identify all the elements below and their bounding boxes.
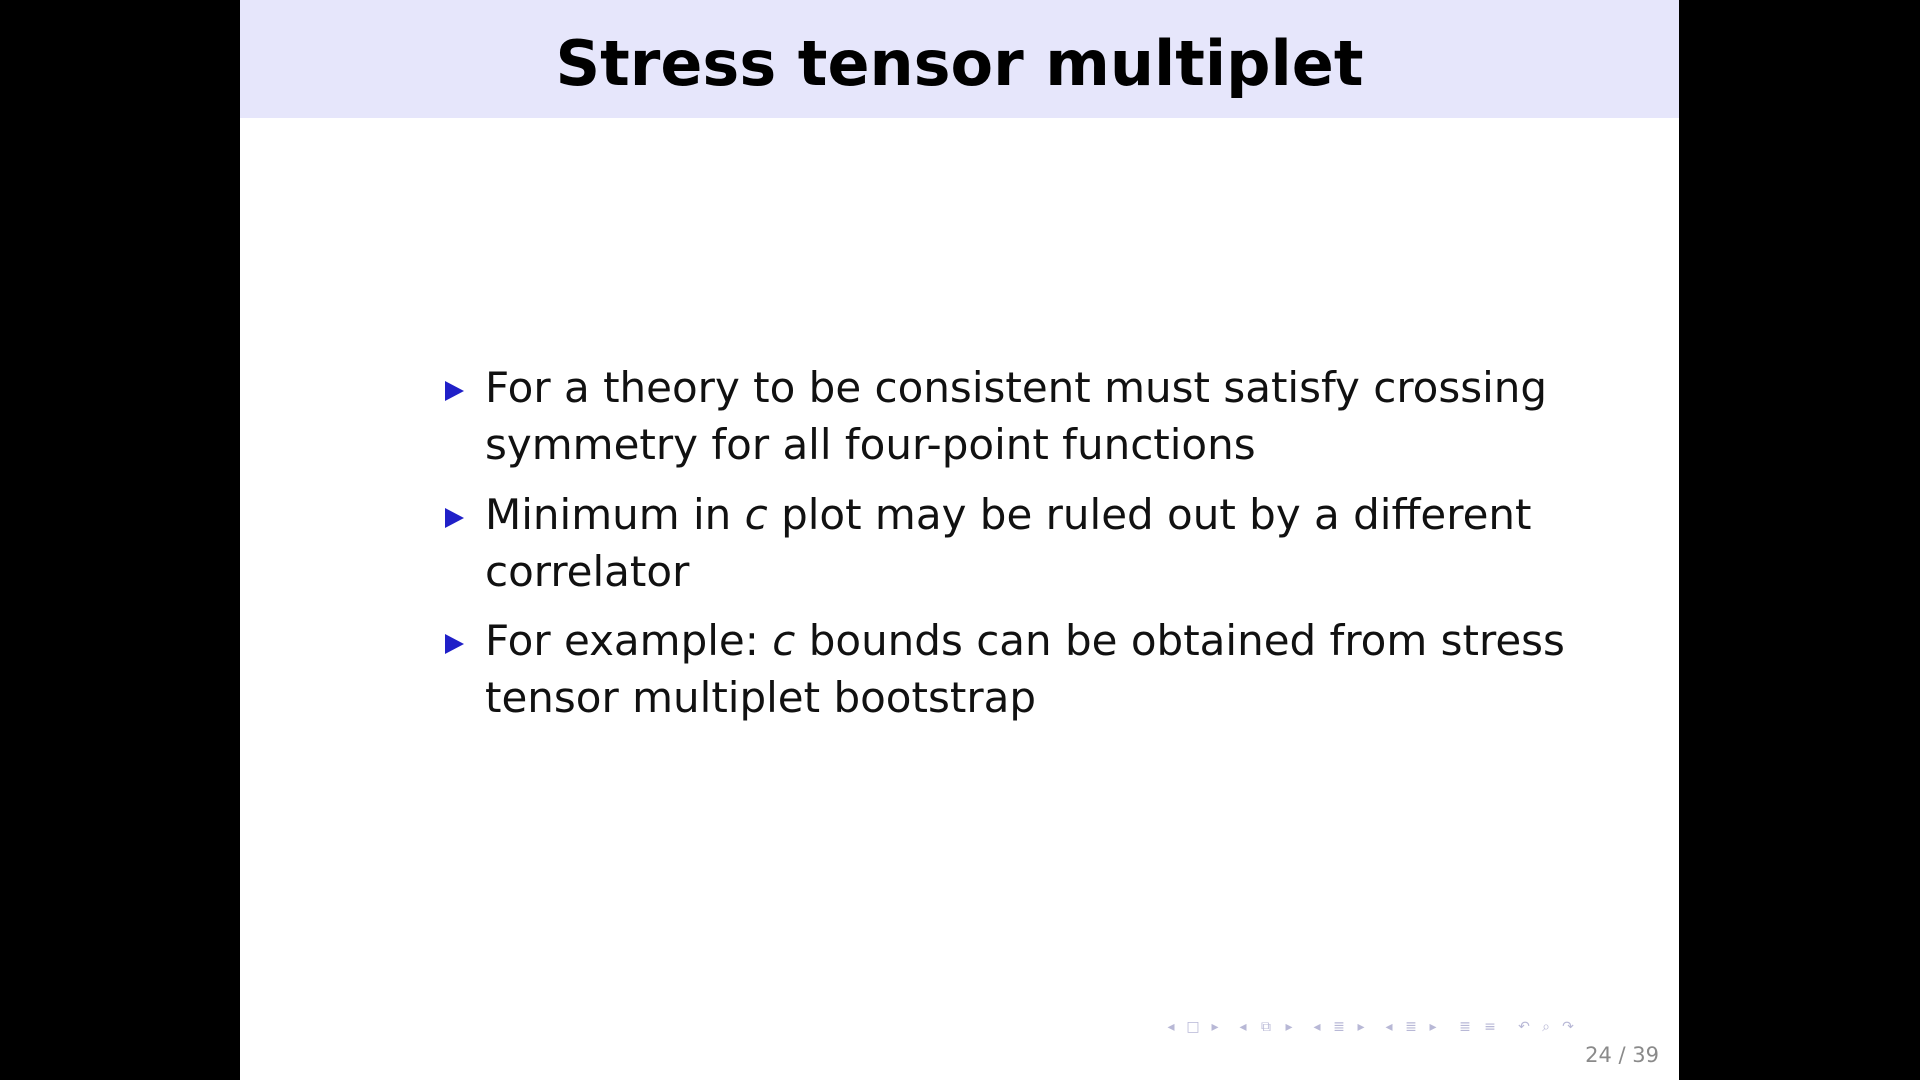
slide [240,0,1679,1080]
bullet-text-segment: plot may be ruled out by a different [767,490,1532,539]
nav-section-icon[interactable]: ≣ [1333,1019,1345,1035]
bullet-list [240,0,1679,1080]
triangle-bullet-icon [445,381,464,401]
nav-search-icon[interactable]: ⌕ [1542,1019,1550,1035]
nav-frame-icon[interactable]: □ [1186,1019,1200,1035]
triangle-bullet-icon [445,634,464,654]
bullet-text [485,359,1548,473]
page-separator: / [1611,1043,1633,1067]
nav-next-part-icon[interactable]: ▸ [1429,1019,1437,1035]
bullet-line: For a theory to be consistent must satisfy crossing [485,363,1548,412]
nav-next-subsection-icon[interactable]: ▸ [1285,1019,1293,1035]
bullet-text [485,486,1532,600]
bullet-line [485,486,1532,543]
bullet-text-segment: For example: [485,616,773,665]
nav-subsection-icon[interactable]: ⧉ [1261,1019,1271,1035]
triangle-bullet-icon [445,508,464,528]
nav-prev-section-icon[interactable]: ◂ [1313,1019,1321,1035]
nav-next-icon[interactable]: ▸ [1211,1019,1219,1035]
page-number [1585,1043,1659,1067]
nav-back-icon[interactable]: ↶ [1518,1019,1530,1035]
nav-forward-icon[interactable]: ↷ [1562,1019,1574,1035]
bullet-line: correlator [485,547,690,596]
bullet-text-segment: bounds can be obtained from stress [795,616,1565,665]
nav-prev-part-icon[interactable]: ◂ [1385,1019,1393,1035]
beamer-navigation-bar [1164,1014,1664,1040]
bullet-line: symmetry for all four-point functions [485,420,1256,469]
nav-prev-icon[interactable]: ◂ [1167,1019,1175,1035]
math-variable: c [772,616,796,665]
bullet-line [485,612,1565,669]
bullet-text [485,612,1565,726]
nav-toc-icon[interactable]: ≡ [1484,1019,1496,1035]
nav-align-icon[interactable]: ≣ [1459,1019,1471,1035]
page-current: 24 [1585,1043,1612,1067]
math-variable: c [744,490,768,539]
nav-part-icon[interactable]: ≣ [1405,1019,1417,1035]
bullet-text-segment: Minimum in [485,490,745,539]
nav-prev-subsection-icon[interactable]: ◂ [1239,1019,1247,1035]
nav-next-section-icon[interactable]: ▸ [1357,1019,1365,1035]
bullet-line: tensor multiplet bootstrap [485,673,1036,722]
page-total: 39 [1632,1043,1659,1067]
slide-title: Stress tensor multiplet [555,27,1364,100]
